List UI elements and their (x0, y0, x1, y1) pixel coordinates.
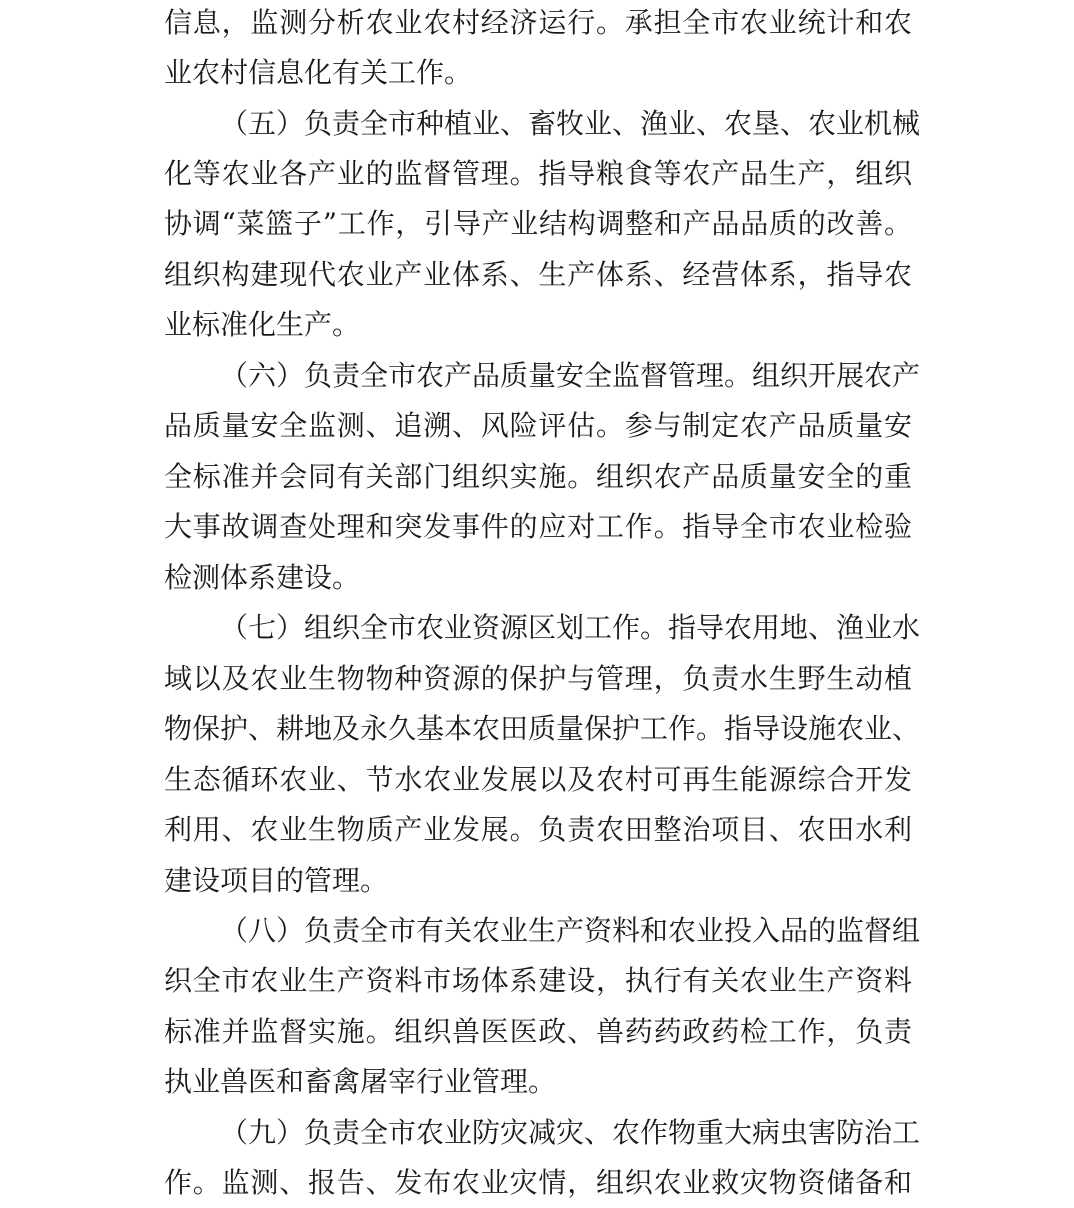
text-line: 信息，监测分析农业农村经济运行。承担全市农业统计和农 (164, 6, 912, 39)
paragraph-5-first-line: （五）负责全市种植业、畜牧业、渔业、农垦、农业机械 (220, 107, 921, 140)
paragraph-8-first-line: （八）负责全市有关农业生产资料和农业投入品的监督组 (220, 914, 921, 947)
text-line: 业农村信息化有关工作。 (164, 56, 473, 89)
text-line: 作。监测、报告、发布农业灾情，组织农业救灾物资储备和 (164, 1166, 912, 1199)
text-line: 建设项目的管理。 (164, 864, 389, 897)
text-line: 组织构建现代农业产业体系、生产体系、经营体系，指导农 (164, 258, 912, 291)
text-line: 品质量安全监测、追溯、风险评估。参与制定农产品质量安 (164, 409, 912, 442)
text-line: 织全市农业生产资料市场体系建设，执行有关农业生产资料 (164, 964, 912, 997)
text-line: 物保护、耕地及永久基本农田质量保护工作。指导设施农业、 (164, 712, 921, 745)
text-line: 检测体系建设。 (164, 561, 361, 594)
text-line: 执业兽医和畜禽屠宰行业管理。 (164, 1065, 557, 1098)
paragraph-9-first-line: （九）负责全市农业防灾减灾、农作物重大病虫害防治工 (220, 1116, 921, 1149)
text-line: 域以及农业生物物种资源的保护与管理，负责水生野生动植 (164, 662, 912, 695)
text-line: 大事故调查处理和突发事件的应对工作。指导全市农业检验 (164, 510, 912, 543)
paragraph-6-first-line: （六）负责全市农产品质量安全监督管理。组织开展农产 (220, 359, 921, 392)
text-line: 全标准并会同有关部门组织实施。组织农产品质量安全的重 (164, 460, 912, 493)
text-line: 利用、农业生物质产业发展。负责农田整治项目、农田水利 (164, 813, 912, 846)
text-line: 协调“菜篮子”工作，引导产业结构调整和产品品质的改善。 (164, 207, 912, 240)
paragraph-7-first-line: （七）组织全市农业资源区划工作。指导农用地、渔业水 (220, 611, 921, 644)
text-line: 生态循环农业、节水农业发展以及农村可再生能源综合开发 (164, 763, 912, 796)
text-line: 化等农业各产业的监督管理。指导粮食等农产品生产，组织 (164, 157, 912, 190)
text-line: 标准并监督实施。组织兽医医政、兽药药政药检工作，负责 (164, 1015, 912, 1048)
text-line: 业标准化生产。 (164, 308, 361, 341)
